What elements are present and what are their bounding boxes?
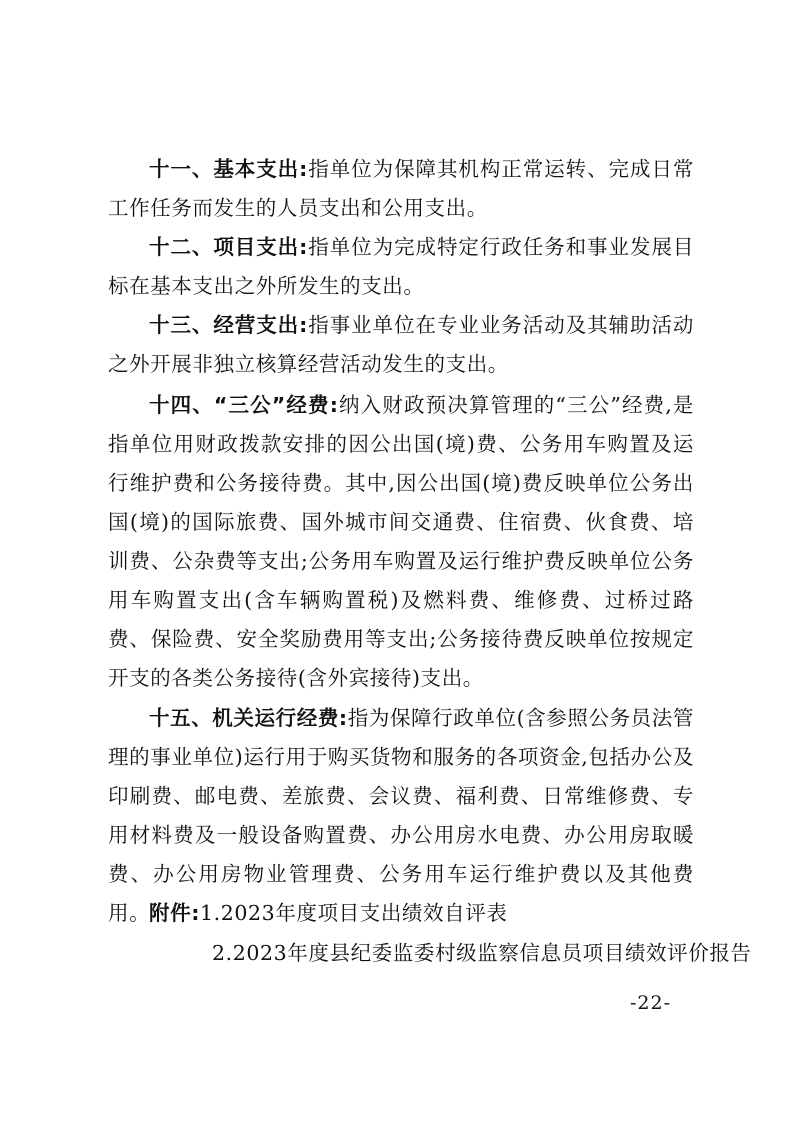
definition-text: 指单位为完成特定行政任务和事业发展目标在基本支出之外所发生的支出。 bbox=[108, 235, 694, 298]
definition-text: 指单位为保障其机构正常运转、完成日常工作任务而发生的人员支出和公用支出。 bbox=[108, 157, 694, 220]
definition-text: 指事业单位在专业业务活动及其辅助活动之外开展非独立核算经营活动发生的支出。 bbox=[108, 313, 694, 376]
definition-term: 十一、基本支出: bbox=[149, 157, 308, 181]
definition-term: 十四、“三公”经费: bbox=[149, 393, 339, 417]
attachment-item-1: 1.2023年度项目支出绩效自评表 bbox=[200, 901, 508, 925]
definition-paragraph-11 bbox=[108, 150, 694, 228]
definition-term: 十五、机关运行经费: bbox=[149, 706, 348, 730]
definition-text: 指为保障行政单位(含参照公务员法管理的事业单位)运行用于购买货物和服务的各项资金,包括办公及印刷费、邮电费、差旅费、会议费、福利费、日常维修费、专用材料费及一般设备购置费、办公用房水电费、办公用房取暖费、办公用房物业管理费、公务用车运行维护费以及其他费用。 bbox=[108, 706, 694, 925]
attachment-line-1 bbox=[149, 894, 507, 933]
attachment-label: 附件: bbox=[149, 901, 200, 925]
definition-term: 十三、经营支出: bbox=[149, 313, 308, 337]
page-number: -22- bbox=[630, 992, 672, 1014]
definition-paragraph-14 bbox=[108, 386, 694, 698]
attachment-item-2: 2.2023年度县纪委监委村级监察信息员项目绩效评价报告 bbox=[212, 941, 752, 965]
attachment-line-2 bbox=[212, 934, 752, 973]
definition-text: 纳入财政预决算管理的“三公”经费,是指单位用财政拨款安排的因公出国(境)费、公务用车购置及运行维护费和公务接待费。其中,因公出国(境)费反映单位公务出国(境)的国际旅费、国外城市间交通费、住宿费、伙食费、培训费、公杂费等支出;公务用车购置及运行维护费反映单位公务用车购置支出(含车辆购置税)及燃料费、维修费、过桥过路费、保险费、安全奖励费用等支出;公务接待费反映单位按规定开支的各类公务接待(含外宾接待)支出。 bbox=[108, 393, 694, 690]
definition-paragraph-13 bbox=[108, 306, 694, 384]
definition-term: 十二、项目支出: bbox=[149, 235, 308, 259]
definition-paragraph-12 bbox=[108, 228, 694, 306]
